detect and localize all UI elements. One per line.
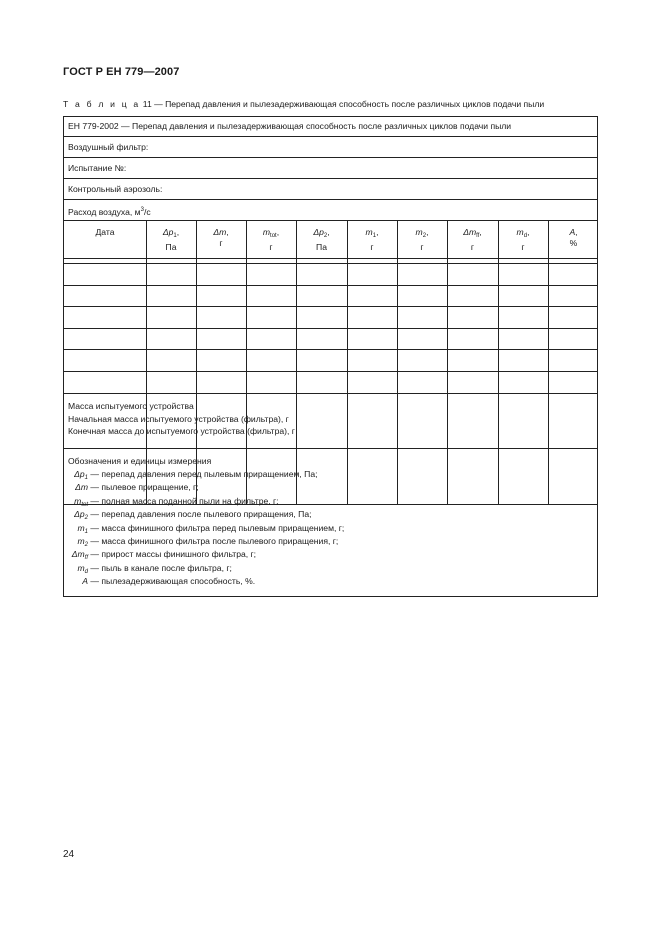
legend-text: — пылезадерживающая способность, %. [88,576,256,587]
row-divider [64,263,597,264]
document-header: ГОСТ Р ЕН 779—2007 [63,66,180,78]
form-title-row [64,117,597,137]
legend-symbol: $m_d$ [77,562,88,575]
row-divider [64,328,597,329]
row-divider [64,393,597,394]
legend-text: — масса финишного фильтра перед пылевым приращением, г; [88,522,345,533]
column-symbol: $\Delta m_{ff}$, [463,227,482,239]
legend-text: — пылевое приращение, г; [88,482,199,493]
column-header [146,227,196,253]
column-unit: г [420,242,424,252]
column-symbol: $m_2$, [415,227,429,239]
table-caption [63,99,603,109]
legend-text: — перепад давления перед пылевым приращением, Па; [88,469,318,479]
mass-line-3: Конечная масса до испытуемого устройства (фильтра), г [68,426,295,436]
column-symbol: $m_1$, [365,227,379,239]
column-header [196,227,246,249]
caption-label: Т а б л и ц а [63,99,141,109]
row-divider [64,349,597,350]
row-divider [64,306,597,307]
aerosol-row [64,179,597,200]
form-title: ЕН 779-2002 — Перепад давления и пылезадерживающая способность после различных циклов подачи пыли [68,121,512,131]
air-filter-row [64,137,597,158]
header-divider [64,258,597,259]
row-divider [64,285,597,286]
column-unit: г [370,242,374,252]
test-form-table [63,116,598,597]
column-unit: г [269,242,273,252]
column-header [498,227,548,253]
legend-title: Обозначения и единицы измерения [68,456,212,466]
column-header [347,227,397,253]
row-divider [64,371,597,372]
column-header [447,227,498,253]
test-number-label: Испытание №: [68,163,127,173]
column-header-label: Дата [95,227,115,237]
legend-symbol: Δm [75,482,88,493]
air-flow-superscript: 3 [140,207,144,213]
column-header [64,227,146,238]
legend-symbol: $m_1$ [77,522,88,535]
mass-line-2: Начальная масса испытуемого устройства (фильтра), г [68,413,289,424]
column-symbol: A, [569,227,578,237]
mass-divider [64,448,597,449]
column-header [246,227,296,253]
legend-symbol: A [82,576,88,587]
column-unit: % [569,238,578,248]
column-symbol: Δm, [213,227,229,237]
air-filter-label: Воздушный фильтр: [68,142,149,152]
column-symbol: $\Delta p_2$, [313,227,330,239]
legend-symbol: $\Delta m_{ff}$ [71,549,88,562]
legend-symbol: $m_2$ [77,536,88,548]
legend-text: — масса финишного фильтра после пылевого приращения, г; [88,536,339,546]
air-flow-unit: /с [143,206,151,217]
legend-item [64,575,255,588]
caption-text: 11 — Перепад давления и пылезадерживающая способность после различных циклов подачи пыли [142,99,545,109]
column-unit: Па [316,242,327,252]
column-unit: г [219,238,223,248]
column-symbol: $m_d$, [516,227,530,239]
column-header [397,227,447,253]
air-flow-row [64,200,597,221]
page-number: 24 [63,849,75,860]
legend-item [64,481,199,494]
column-symbol: $\Delta p_1$, [162,227,180,239]
mass-line-1: Масса испытуемого устройства [68,401,194,411]
legend-symbol: $m_{tot}$ [74,495,88,508]
column-unit: Па [165,242,177,252]
mass-block [68,400,295,438]
legend-symbol: $\Delta p_1$ [74,469,88,481]
legend-text: — полная масса поданной пыли на фильтре, г; [88,495,279,506]
air-flow-label: Расход воздуха, м [68,206,141,217]
column-header [548,227,599,249]
legend-symbol: $\Delta p_2$ [74,509,88,522]
column-symbol: $m_{tot}$, [262,227,280,239]
legend-text: — прирост массы финишного фильтра, г; [88,549,257,560]
legend-text: — пыль в канале после фильтра, г; [88,562,232,573]
column-unit: г [521,242,525,252]
column-header [296,227,347,253]
test-number-row [64,158,597,179]
column-unit: г [470,242,475,252]
aerosol-label: Контрольный аэрозоль: [68,184,163,194]
legend-text: — перепад давления после пылевого приращения, Па; [88,509,312,520]
